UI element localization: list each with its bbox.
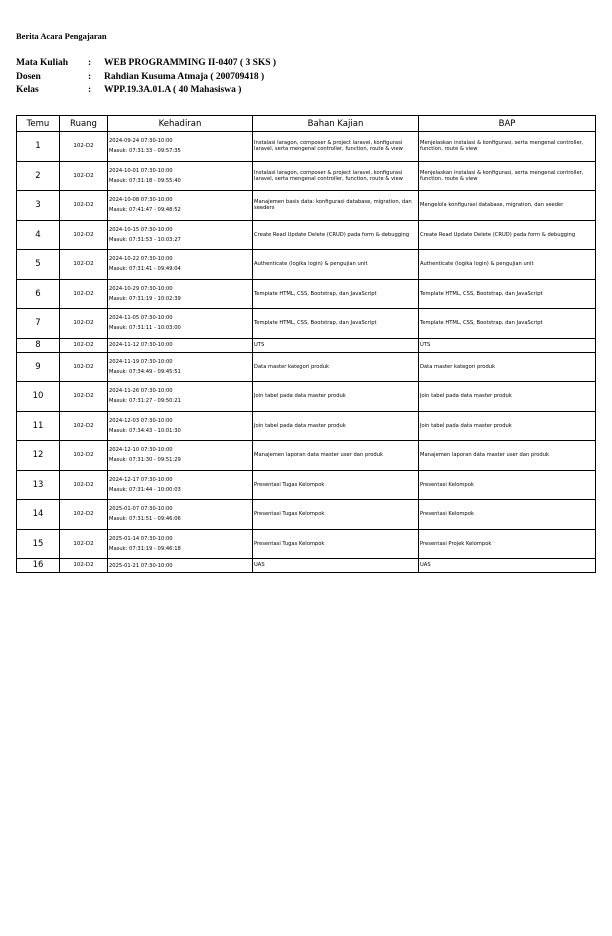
cell-kehadiran	[108, 338, 253, 352]
cell-temu: 9	[17, 352, 60, 382]
check-in-time: Masuk: 07:31:51 - 09:46:06	[109, 516, 181, 523]
cell-kehadiran	[108, 382, 253, 412]
cell-bap: Create Read Update Delete (CRUD) pada form & debugging	[419, 220, 596, 250]
cell-ruang: 102-D2	[60, 279, 108, 309]
cell-bahan-kajian: Join tabel pada data master produk	[253, 382, 419, 412]
cell-bahan-kajian: Manajemen laporan data master user dan produk	[253, 441, 419, 471]
check-in-time: Masuk: 07:41:47 - 09:48:52	[109, 207, 181, 214]
cell-ruang: 102-D2	[60, 191, 108, 221]
info-row	[16, 71, 276, 85]
cell-bahan-kajian: Presentasi Tugas Kelompok	[253, 470, 419, 500]
cell-kehadiran	[108, 161, 253, 191]
table-row	[17, 441, 596, 471]
column-header-bap: BAP	[419, 116, 596, 132]
table-row	[17, 191, 596, 221]
cell-temu: 3	[17, 191, 60, 221]
check-in-time: Masuk: 07:31:30 - 09:51:29	[109, 457, 181, 464]
cell-bap: UAS	[419, 559, 596, 573]
cell-temu: 15	[17, 529, 60, 559]
cell-bap: Presentasi Kelompok	[419, 470, 596, 500]
info-value: WPP.19.3A.01.A ( 40 Mahasiswa )	[104, 85, 242, 95]
table-row	[17, 559, 596, 573]
cell-temu: 4	[17, 220, 60, 250]
schedule-time: 2024-10-22 07:30-10:00	[109, 256, 173, 263]
cell-ruang: 102-D2	[60, 500, 108, 530]
cell-kehadiran	[108, 191, 253, 221]
cell-ruang: 102-D2	[60, 161, 108, 191]
check-in-time: Masuk: 07:31:11 - 10:03:00	[109, 325, 181, 332]
check-in-time: Masuk: 07:31:53 - 10:03:27	[109, 236, 181, 243]
cell-bap: Join tabel pada data master produk	[419, 411, 596, 441]
table-row	[17, 411, 596, 441]
cell-kehadiran	[108, 250, 253, 280]
cell-bahan-kajian: UTS	[253, 338, 419, 352]
cell-bap: Join tabel pada data master produk	[419, 382, 596, 412]
cell-temu: 12	[17, 441, 60, 471]
cell-bahan-kajian: Data master kategori produk	[253, 352, 419, 382]
cell-temu: 10	[17, 382, 60, 412]
cell-ruang: 102-D2	[60, 441, 108, 471]
table-row	[17, 250, 596, 280]
schedule-time: 2024-12-03 07:30-10:00	[109, 417, 173, 424]
cell-kehadiran	[108, 132, 253, 162]
info-value: WEB PROGRAMMING II-0407 ( 3 SKS )	[104, 58, 277, 68]
cell-temu: 16	[17, 559, 60, 573]
cell-bap: Presentasi Kelompok	[419, 500, 596, 530]
cell-kehadiran	[108, 352, 253, 382]
cell-temu: 6	[17, 279, 60, 309]
table-row	[17, 382, 596, 412]
table-row	[17, 500, 596, 530]
cell-bahan-kajian: Presentasi Tugas Kelompok	[253, 529, 419, 559]
cell-kehadiran	[108, 500, 253, 530]
check-in-time: Masuk: 07:31:27 - 09:50:21	[109, 398, 181, 405]
cell-temu: 11	[17, 411, 60, 441]
cell-temu: 13	[17, 470, 60, 500]
cell-bahan-kajian: Instalasi laragon, composer & project laravel, konfigurasi laravel, serta mengenal controller, function, route & view	[253, 161, 419, 191]
info-separator: :	[88, 71, 92, 82]
cell-ruang: 102-D2	[60, 382, 108, 412]
check-in-time: Masuk: 07:34:43 - 10:01:30	[109, 427, 181, 434]
cell-ruang: 102-D2	[60, 411, 108, 441]
column-header-temu: Temu	[17, 116, 60, 132]
table-row	[17, 309, 596, 339]
cell-kehadiran	[108, 220, 253, 250]
table-header-row	[17, 116, 596, 132]
cell-kehadiran	[108, 441, 253, 471]
cell-temu: 7	[17, 309, 60, 339]
table-row	[17, 279, 596, 309]
cell-bap: Template HTML, CSS, Bootstrap, dan JavaScript	[419, 279, 596, 309]
cell-temu: 14	[17, 500, 60, 530]
check-in-time: Masuk: 07:31:41 - 09:49:04	[109, 266, 181, 273]
cell-bahan-kajian: Presentasi Tugas Kelompok	[253, 500, 419, 530]
cell-ruang: 102-D2	[60, 309, 108, 339]
check-in-time: Masuk: 07:31:19 - 09:46:18	[109, 545, 181, 552]
cell-bap: Manajemen laporan data master user dan produk	[419, 441, 596, 471]
info-row	[16, 57, 276, 71]
info-separator: :	[88, 85, 92, 95]
info-label: Kelas	[16, 85, 39, 95]
check-in-time: Masuk: 07:31:44 - 10:00:03	[109, 486, 181, 493]
cell-bap: Menjelaskan instalasi & konfigurasi, serta mengenal controller, function, route & view	[419, 161, 596, 191]
cell-kehadiran	[108, 411, 253, 441]
cell-ruang: 102-D2	[60, 352, 108, 382]
cell-temu: 8	[17, 338, 60, 352]
cell-ruang: 102-D2	[60, 250, 108, 280]
table-row	[17, 529, 596, 559]
cell-ruang: 102-D2	[60, 559, 108, 573]
column-header-kehadiran: Kehadiran	[108, 116, 253, 132]
check-in-time: Masuk: 07:31:18 - 09:55:40	[109, 177, 181, 184]
table-row	[17, 352, 596, 382]
schedule-time: 2024-10-01 07:30-10:00	[109, 167, 173, 174]
cell-temu: 2	[17, 161, 60, 191]
document-title: Berita Acara Pengajaran	[16, 31, 107, 41]
cell-bahan-kajian: Instalasi laragon, composer & project laravel, konfigurasi laravel, serta mengenal controller, function, route & view	[253, 132, 419, 162]
cell-ruang: 102-D2	[60, 470, 108, 500]
cell-temu: 1	[17, 132, 60, 162]
info-row	[16, 84, 276, 98]
cell-bap: Authenticate (logika login) & pengujian unit	[419, 250, 596, 280]
cell-kehadiran	[108, 470, 253, 500]
schedule-time: 2024-12-17 07:30-10:00	[109, 476, 173, 483]
column-header-ruang: Ruang	[60, 116, 108, 132]
course-info	[16, 57, 276, 98]
info-value: Rahdian Kusuma Atmaja ( 200709418 )	[104, 71, 265, 82]
cell-bahan-kajian: Manajemen basis data: konfigurasi database, migration, dan seeders	[253, 191, 419, 221]
table-row	[17, 470, 596, 500]
schedule-time: 2024-10-08 07:30-10:00	[109, 197, 173, 204]
table-row	[17, 338, 596, 352]
cell-bap: Presentasi Projek Kelompok	[419, 529, 596, 559]
schedule-time: 2024-11-26 07:30-10:00	[109, 388, 173, 395]
cell-bahan-kajian: Authenticate (logika login) & pengujian unit	[253, 250, 419, 280]
cell-kehadiran	[108, 309, 253, 339]
cell-kehadiran	[108, 559, 253, 573]
table-row	[17, 132, 596, 162]
cell-ruang: 102-D2	[60, 529, 108, 559]
column-header-bahan-kajian: Bahan Kajian	[253, 116, 419, 132]
info-label: Dosen	[16, 71, 41, 82]
schedule-time: 2024-10-29 07:30-10:00	[109, 285, 173, 292]
info-separator: :	[88, 58, 92, 68]
schedule-time: 2025-01-07 07:30-10:00	[109, 506, 173, 513]
cell-bap: UTS	[419, 338, 596, 352]
cell-ruang: 102-D2	[60, 132, 108, 162]
cell-bahan-kajian: UAS	[253, 559, 419, 573]
schedule-time: 2024-10-15 07:30-10:00	[109, 226, 173, 233]
check-in-time: Masuk: 07:34:49 - 09:45:51	[109, 368, 181, 375]
attendance-table	[16, 115, 596, 573]
cell-ruang: 102-D2	[60, 338, 108, 352]
cell-bap: Menjelaskan instalasi & konfigurasi, serta mengenal controller, function, route & view	[419, 132, 596, 162]
schedule-time: 2024-09-24 07:30-10:00	[109, 138, 173, 145]
cell-kehadiran	[108, 279, 253, 309]
cell-bahan-kajian: Create Read Update Delete (CRUD) pada form & debugging	[253, 220, 419, 250]
cell-bahan-kajian: Template HTML, CSS, Bootstrap, dan JavaScript	[253, 309, 419, 339]
schedule-time: 2024-11-19 07:30-10:00	[109, 358, 173, 365]
info-label: Mata Kuliah	[16, 58, 68, 68]
cell-kehadiran	[108, 529, 253, 559]
cell-bap: Template HTML, CSS, Bootstrap, dan JavaScript	[419, 309, 596, 339]
schedule-time: 2024-11-05 07:30-10:00	[109, 315, 173, 322]
schedule-time: 2024-11-12 07:30-10:00	[109, 342, 173, 348]
check-in-time: Masuk: 07:31:33 - 09:57:35	[109, 148, 181, 155]
cell-bap: Mengelola konfigurasi database, migration, dan seeder	[419, 191, 596, 221]
cell-ruang: 102-D2	[60, 220, 108, 250]
schedule-time: 2025-01-14 07:30-10:00	[109, 535, 173, 542]
table-row	[17, 161, 596, 191]
cell-temu: 5	[17, 250, 60, 280]
schedule-time: 2024-12-10 07:30-10:00	[109, 447, 173, 454]
cell-bap: Data master kategori produk	[419, 352, 596, 382]
cell-bahan-kajian: Template HTML, CSS, Bootstrap, dan JavaScript	[253, 279, 419, 309]
check-in-time: Masuk: 07:31:19 - 10:02:39	[109, 295, 181, 302]
table-row	[17, 220, 596, 250]
cell-bahan-kajian: Join tabel pada data master produk	[253, 411, 419, 441]
schedule-time: 2025-01-21 07:30-10:00	[109, 562, 173, 569]
